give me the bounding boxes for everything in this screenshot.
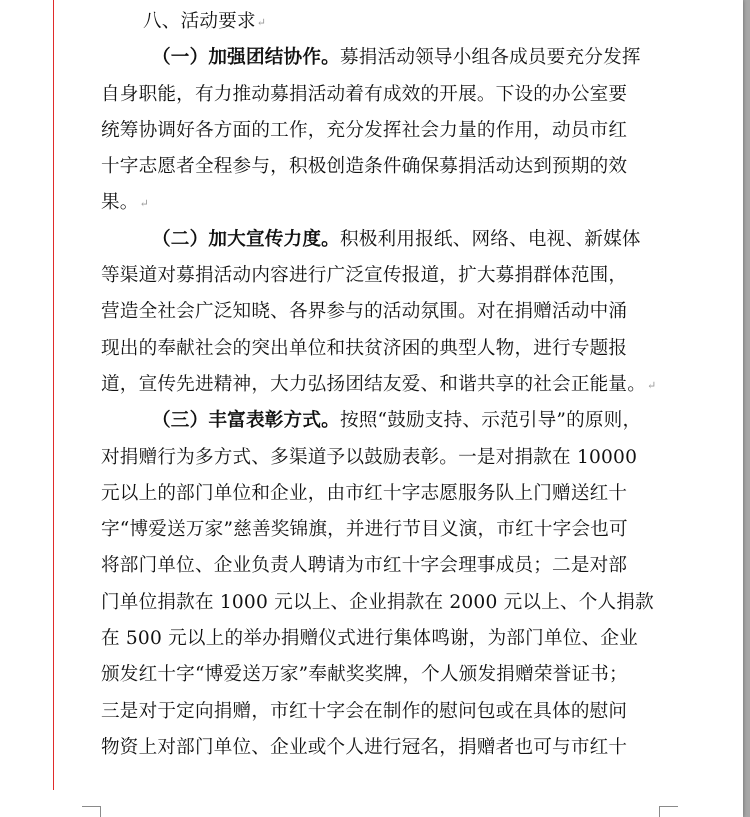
paragraph-1-title: （一）加强团结协作。	[152, 47, 340, 69]
paragraph-2-title: （二）加大宣传力度。	[152, 228, 340, 250]
paragraph-2-line-2: 等渠道对募捐活动内容进行广泛宣传报道，扩大募捐群体范围，	[101, 265, 628, 287]
page-corner-mark-left	[82, 806, 101, 817]
paragraph-mark-icon: ↵	[256, 16, 267, 29]
paragraph-3-line-2: 对捐赠行为多方式、多渠道予以鼓励表彰。一是对捐款在 10000	[101, 446, 638, 468]
section-heading-text: 八、活动要求	[143, 11, 256, 32]
paragraph-3-title: （三）丰富表彰方式。	[152, 410, 340, 432]
paragraph-mark-icon: ↵	[647, 378, 657, 392]
section-heading	[101, 4, 661, 40]
paragraph-3-line-4: 字“博爱送万家”慈善奖锦旗，并进行节目义演，市红十字会也可	[101, 519, 628, 541]
paragraph-2-line-5	[101, 367, 661, 403]
paragraph-3-line-6: 门单位捐款在 1000 元以上、企业捐款在 2000 元以上、个人捐款	[101, 591, 654, 613]
paragraph-1-line-4: 十字志愿者全程参与，积极创造条件确保募捐活动达到预期的效	[101, 156, 628, 178]
paragraph-3-line-9: 三是对于定向捐赠，市红十字会在制作的慰问包或在具体的慰问	[101, 700, 628, 722]
paragraph-3-line-3: 元以上的部门单位和企业，由市红十字志愿服务队上门赠送红十	[101, 482, 628, 504]
paragraph-3-line-5: 将部门单位、企业负责人聘请为市红十字会理事成员；二是对部	[101, 555, 628, 577]
paragraph-mark-icon: ↵	[139, 197, 150, 211]
paragraph-3-line-10: 物资上对部门单位、企业或个人进行冠名，捐赠者也可与市红十	[101, 736, 628, 758]
document-body[interactable]	[101, 4, 661, 766]
paragraph-3-line-7: 在 500 元以上的举办捐赠仪式进行集体鸣谢，为部门单位、企业	[101, 628, 638, 650]
paragraph-1-line-1	[101, 40, 661, 76]
paragraph-1-line-3: 统筹协调好各方面的工作，充分发挥社会力量的作用，动员市红	[101, 119, 628, 141]
paragraph-1-line-5	[101, 185, 661, 221]
paragraph-2-line-5-text: 道，宣传先进精神，大力弘扬团结友爱、和谐共享的社会正能量。	[101, 373, 647, 395]
paragraph-2-line-3: 营造全社会广泛知晓、各界参与的活动氛围。对在捐赠活动中涌	[101, 301, 628, 323]
paragraph-3-text: 按照“鼓励支持、示范引导”的原则，	[339, 410, 642, 432]
paragraph-3-line-8: 颁发红十字“博爱送万家”奉献奖奖牌，个人颁发捐赠荣誉证书；	[101, 664, 628, 686]
paragraph-1-line-2: 自身职能，有力推动募捐活动着有成效的开展。下设的办公室要	[101, 83, 628, 105]
margin-guide-line	[53, 0, 54, 790]
paragraph-2-line-4: 现出的奉献社会的突出单位和扶贫济困的典型人物，进行专题报	[101, 337, 628, 359]
paragraph-1-text: 募捐活动领导小组各成员要充分发挥	[339, 47, 641, 69]
page-corner-mark-right	[659, 806, 678, 817]
paragraph-2-line-1	[101, 222, 661, 258]
paragraph-1-line-5-text: 果。	[101, 192, 139, 214]
paragraph-3-line-1	[101, 403, 661, 439]
paragraph-2-text: 积极利用报纸、网络、电视、新媒体	[339, 228, 641, 250]
